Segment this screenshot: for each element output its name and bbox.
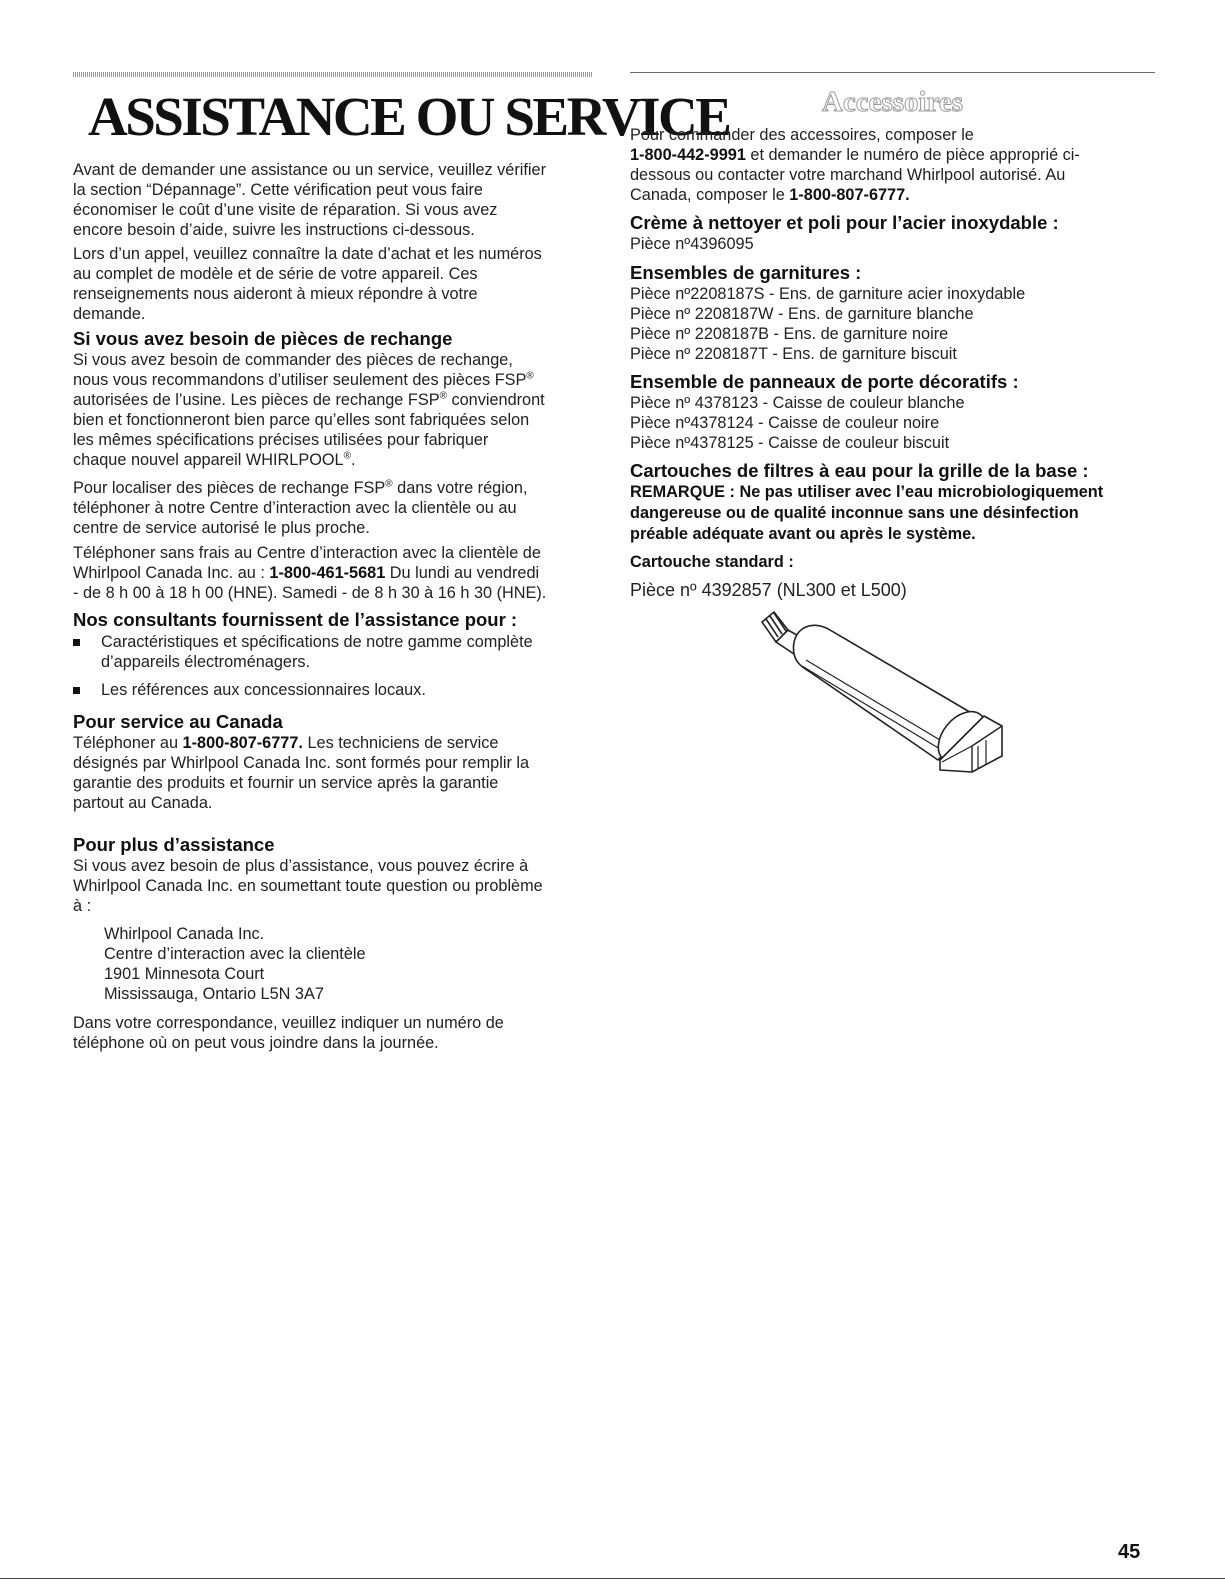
phone-number: 1-800-807-6777.	[789, 186, 910, 204]
text-line: Si vous avez besoin de commander des pièces de rechange,	[73, 351, 513, 369]
heading-consultants: Nos consultants fournissent de l’assistance pour :	[73, 609, 518, 630]
text-line: centre de service autorisé le plus proche.	[73, 519, 370, 537]
text-span: et demander le numéro de pièce approprié ci-	[745, 146, 1080, 164]
text-line: garantie des produits et fournir un service après la garantie	[73, 774, 499, 792]
closing-paragraph	[73, 1013, 598, 1053]
text-line: téléphone où on peut vous joindre dans la journée.	[73, 1034, 439, 1052]
text-line: Mississauga, Ontario L5N 3A7	[104, 985, 324, 1003]
text-line	[630, 185, 1155, 205]
text-span: Canada, composer le	[630, 186, 790, 204]
text-line	[73, 450, 598, 470]
accessories-intro	[630, 125, 1155, 205]
phone-number: 1-800-807-6777.	[182, 734, 303, 752]
text-span: Téléphoner au	[73, 734, 183, 752]
text-line: à :	[73, 897, 92, 915]
text-line	[73, 733, 598, 753]
text-line: encore besoin d’aide, suivre les instructions ci-dessous.	[73, 221, 475, 239]
registered-mark: ®	[385, 478, 393, 490]
part-number: Pièce nº4378124 - Caisse de couleur noire	[630, 414, 940, 432]
text-line: 1901 Minnesota Court	[104, 965, 265, 983]
text-line	[630, 145, 1155, 165]
text-line: Pour commander des accessoires, composer le	[630, 126, 974, 144]
text-span: conviendront	[446, 391, 545, 409]
page-bottom-rule	[0, 1578, 1225, 1579]
phone-paragraph	[73, 543, 598, 603]
text-line	[73, 563, 598, 583]
warning-note: dangereuse ou de qualité inconnue sans une désinfection	[630, 504, 1079, 522]
section-water-filters	[630, 460, 1155, 601]
text-line	[73, 370, 598, 390]
text-span: autorisées de l’usine. Les pièces de rechange FSP	[73, 391, 440, 409]
section-door-panels	[630, 371, 1155, 453]
heading-canada-service: Pour service au Canada	[73, 711, 283, 732]
bullet-square-icon	[73, 639, 80, 646]
warning-note: REMARQUE : Ne pas utiliser avec l’eau microbiologiquement	[630, 483, 1104, 501]
list-item	[73, 680, 598, 700]
text-line: Caractéristiques et spécifications de notre gamme complète	[101, 633, 533, 651]
intro-paragraph-1	[73, 160, 598, 240]
phone-number: 1-800-442-9991	[630, 146, 746, 164]
section-replacement-parts	[73, 328, 598, 470]
mailing-address	[73, 924, 598, 1004]
page-number: 45	[1118, 1541, 1141, 1563]
title-rule-hatched	[73, 72, 593, 77]
warning-note: préable adéquate avant ou après le système.	[630, 525, 976, 543]
text-line: Dans votre correspondance, veuillez indiquer un numéro de	[73, 1014, 504, 1032]
locate-parts-paragraph	[73, 478, 598, 538]
part-number: Pièce nº 2208187T - Ens. de garniture biscuit	[630, 345, 957, 363]
heading-door-panels: Ensemble de panneaux de porte décoratifs :	[630, 371, 1019, 392]
part-number: Pièce nº 4378123 - Caisse de couleur blanche	[630, 394, 965, 412]
registered-mark: ®	[526, 370, 534, 382]
text-span: nous vous recommandons d’utiliser seulement des pièces FSP	[73, 371, 527, 389]
part-number: Pièce nº 2208187W - Ens. de garniture blanche	[630, 305, 974, 323]
text-line: désignés par Whirlpool Canada Inc. sont formés pour remplir la	[73, 754, 530, 772]
text-line: Si vous avez besoin de plus d’assistance, vous pouvez écrire à	[73, 857, 529, 875]
text-line: les mêmes spécifications précises utilisées pour fabriquer	[73, 431, 489, 449]
section-canada-service	[73, 711, 598, 813]
heading-water-filters: Cartouches de filtres à eau pour la grille de la base :	[630, 460, 1089, 481]
text-span: Whirlpool Canada Inc. au :	[73, 564, 270, 582]
text-line	[73, 478, 598, 498]
text-line: Whirlpool Canada Inc. en soumettant toute question ou problème	[73, 877, 543, 895]
text-line	[73, 390, 598, 410]
heading-more-assistance: Pour plus d’assistance	[73, 834, 275, 855]
text-line: - de 8 h 00 à 18 h 00 (HNE). Samedi - de 8 h 30 à 16 h 30 (HNE).	[73, 584, 547, 602]
text-line: d’appareils électroménagers.	[101, 653, 311, 671]
part-number: Pièce nº4396095	[630, 235, 754, 253]
section-more-assistance	[73, 834, 598, 1053]
text-span: dans votre région,	[392, 479, 528, 497]
text-line: téléphoner à notre Centre d’interaction avec la clientèle ou au	[73, 499, 517, 517]
page-title: ASSISTANCE OU SERVICE	[88, 86, 730, 147]
heading-standard-cartridge: Cartouche standard :	[630, 553, 794, 571]
water-filter-cartridge-illustration	[740, 600, 1020, 785]
accessories-rule	[630, 72, 1155, 73]
text-line: Les références aux concessionnaires locaux.	[101, 681, 426, 699]
text-line: renseignements nous aideront à mieux répondre à votre	[73, 285, 478, 303]
text-span: Les techniciens de service	[302, 734, 499, 752]
section-cleaner	[630, 212, 1155, 254]
heading-trim-kits: Ensembles de garnitures :	[630, 262, 862, 283]
heading-replacement-parts: Si vous avez besoin de pièces de rechange	[73, 328, 453, 349]
part-number: Pièce nº2208187S - Ens. de garniture acier inoxydable	[630, 285, 1026, 303]
bullet-square-icon	[73, 687, 80, 694]
text-line: Lors d’un appel, veuillez connaître la date d’achat et les numéros	[73, 245, 542, 263]
text-span: Du lundi au vendredi	[385, 564, 540, 582]
part-number: Pièce nº 4392857 (NL300 et L500)	[630, 580, 907, 600]
text-line: économiser le coût d’une visite de réparation. Si vous avez	[73, 201, 498, 219]
registered-mark: ®	[439, 390, 447, 402]
text-line: demande.	[73, 305, 146, 323]
text-line: Avant de demander une assistance ou un service, veuillez vérifier	[73, 161, 547, 179]
registered-mark: ®	[343, 450, 351, 462]
accessories-title: Accessoires	[821, 86, 964, 118]
text-line: Whirlpool Canada Inc.	[104, 925, 265, 943]
section-trim-kits	[630, 262, 1155, 364]
part-number: Pièce nº4378125 - Caisse de couleur biscuit	[630, 434, 950, 452]
text-line: Téléphoner sans frais au Centre d’interaction avec la clientèle de	[73, 544, 541, 562]
phone-number: 1-800-461-5681	[269, 564, 386, 582]
text-line: bien et fonctionneront bien parce qu’elles sont fabriquées selon	[73, 411, 530, 429]
text-line: au complet de modèle et de série de votre appareil. Ces	[73, 265, 478, 283]
section-consultants	[73, 609, 598, 700]
text-line: Centre d’interaction avec la clientèle	[104, 945, 366, 963]
text-line: la section “Dépannage”. Cette vérification peut vous faire	[73, 181, 483, 199]
list-item	[73, 632, 598, 672]
part-number: Pièce nº 2208187B - Ens. de garniture noire	[630, 325, 949, 343]
text-line: dessous ou contacter votre marchand Whirlpool autorisé. Au	[630, 166, 1066, 184]
heading-cleaner: Crème à nettoyer et poli pour l’acier inoxydable :	[630, 212, 1059, 233]
intro-paragraph-2	[73, 244, 598, 324]
text-span: chaque nouvel appareil WHIRLPOOL	[73, 451, 344, 469]
text-line: partout au Canada.	[73, 794, 213, 812]
text-span: Pour localiser des pièces de rechange FSP	[73, 479, 386, 497]
text-span: .	[350, 451, 356, 469]
